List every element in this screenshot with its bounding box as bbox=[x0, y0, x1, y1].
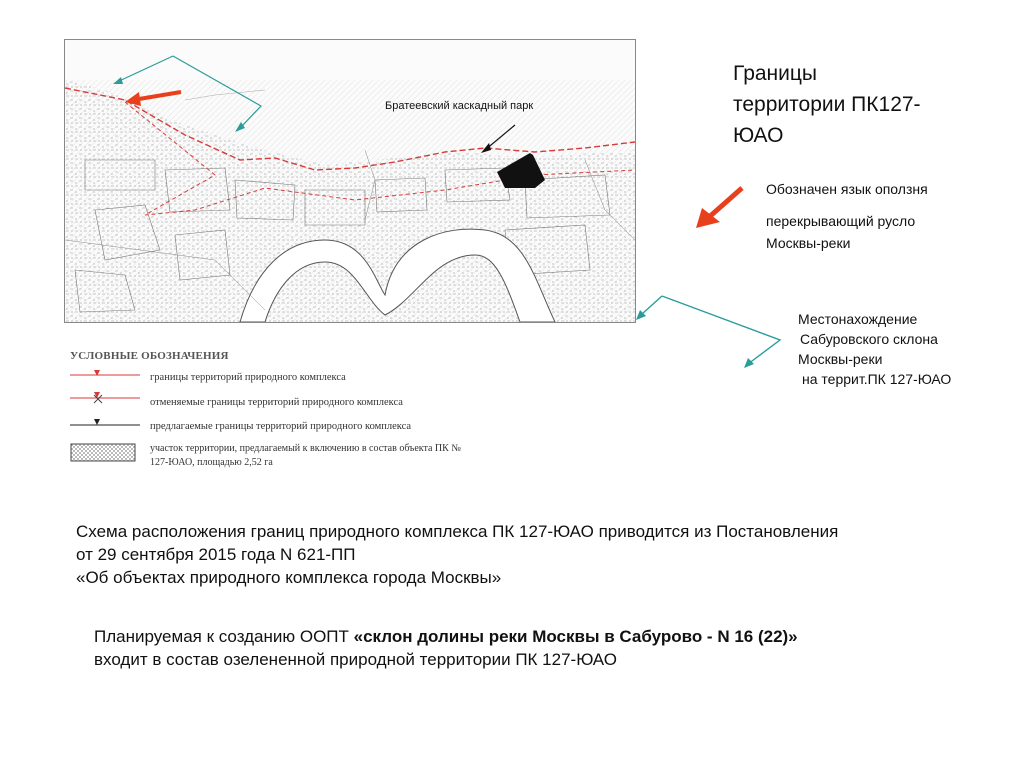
legend-item: отменяемые границы территорий природного комплекса bbox=[150, 397, 403, 408]
note-line: Сабуровского склона bbox=[800, 331, 938, 347]
note-line: на террит.ПК 127-ЮАО bbox=[802, 371, 952, 387]
caption-line: от 29 сентября 2015 года N 621-ПП bbox=[76, 545, 356, 564]
park-label: Братеевский каскадный парк bbox=[385, 100, 534, 112]
map-legend bbox=[70, 350, 530, 470]
side-title-line: ЮАО bbox=[733, 124, 784, 147]
note-line: Москвы-реки bbox=[798, 351, 883, 367]
area-symbol-icon bbox=[70, 443, 138, 463]
proposed-boundary-symbol-icon bbox=[70, 416, 140, 428]
landslide-note bbox=[766, 178, 996, 254]
legend-item: предлагаемые границы территорий природного комплекса bbox=[150, 421, 412, 432]
boundary-symbol-icon bbox=[70, 367, 140, 379]
side-title-line: территории ПК127- bbox=[733, 93, 921, 116]
plan-prefix: Планируемая к созданию ООПТ bbox=[94, 627, 354, 646]
legend-area-text: участок территории, предлагаемый к включению в состав объекта ПК № bbox=[150, 443, 461, 454]
cancelled-boundary-symbol-icon bbox=[70, 390, 140, 406]
legend-item: границы территорий природного комплекса bbox=[150, 372, 346, 383]
side-title-line: Границы bbox=[733, 62, 817, 85]
caption-line: «Об объектах природного комплекса города Москвы» bbox=[76, 568, 502, 587]
caption-line: Схема расположения границ природного комплекса ПК 127-ЮАО приводится из Постановления bbox=[76, 522, 839, 541]
map-drawing bbox=[65, 40, 635, 322]
plan-line: входит в состав озелененной природной территории ПК 127-ЮАО bbox=[94, 650, 617, 669]
note-line: Москвы-реки bbox=[766, 235, 851, 251]
plan-line bbox=[94, 625, 798, 648]
plan-bold: «склон долины реки Москвы в Сабурово - N 16 (22)» bbox=[353, 627, 798, 646]
source-caption bbox=[76, 520, 838, 589]
landslide-arrow-icon bbox=[690, 180, 750, 235]
legend-area-text: 127-ЮАО, площадью 2,52 га bbox=[150, 457, 273, 468]
location-connector-icon bbox=[620, 288, 790, 373]
side-title bbox=[733, 58, 921, 151]
territory-map bbox=[64, 39, 636, 323]
legend-title: УСЛОВНЫЕ ОБОЗНАЧЕНИЯ bbox=[70, 350, 229, 362]
location-note bbox=[798, 309, 951, 389]
plan-statement bbox=[94, 625, 798, 671]
note-line: перекрывающий русло bbox=[766, 213, 916, 229]
note-line: Местонахождение bbox=[798, 311, 918, 327]
note-line: Обозначен язык оползня bbox=[766, 181, 928, 197]
